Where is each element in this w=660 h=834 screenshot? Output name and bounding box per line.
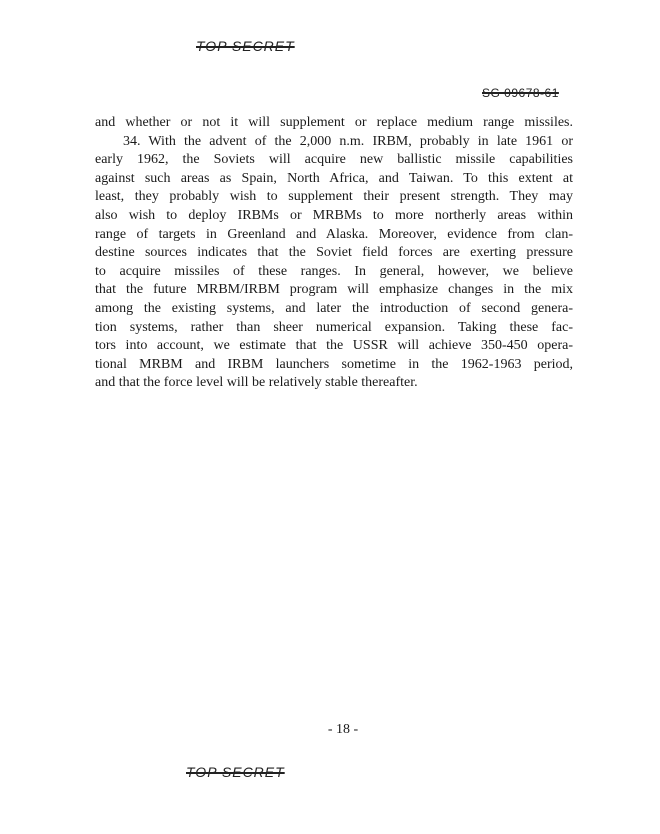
text-line: tion systems, rather than sheer numerical expansion. Taking these fac-	[95, 319, 573, 335]
text-line: to acquire missiles of these ranges. In general, however, we believe	[95, 263, 573, 279]
text-line: 34. With the advent of the 2,000 n.m. IRBM, probably in late 1961 or	[123, 133, 573, 149]
text-line: destine sources indicates that the Soviet field forces are exerting pressure	[95, 245, 573, 261]
classification-header: TOP SECRET	[196, 38, 295, 54]
classification-footer: TOP SECRET	[186, 764, 285, 780]
text-line: early 1962, the Soviets will acquire new ballistic missile capabilities	[95, 152, 573, 168]
control-number: SG 09678-61	[482, 86, 559, 100]
text-line: tors into account, we estimate that the USSR will achieve 350-450 opera-	[95, 338, 573, 354]
text-line: among the existing systems, and later the introduction of second genera-	[95, 300, 573, 316]
text-line: least, they probably wish to supplement their present strength. They may	[95, 189, 573, 205]
text-line: tional MRBM and IRBM launchers sometime in the 1962-1963 period,	[95, 356, 573, 372]
text-line: that the future MRBM/IRBM program will emphasize changes in the mix	[95, 282, 573, 298]
text-line: and that the force level will be relatively stable thereafter.	[95, 375, 418, 391]
text-line: and whether or not it will supplement or replace medium range missiles.	[95, 115, 573, 130]
page-number: - 18 -	[327, 722, 359, 737]
text-line: also wish to deploy IRBMs or MRBMs to more northerly areas within	[95, 207, 573, 223]
body-text	[95, 114, 573, 393]
text-line: range of targets in Greenland and Alaska. Moreover, evidence from clan-	[95, 226, 573, 242]
text-line: against such areas as Spain, North Africa, and Taiwan. To this extent at	[95, 170, 573, 186]
